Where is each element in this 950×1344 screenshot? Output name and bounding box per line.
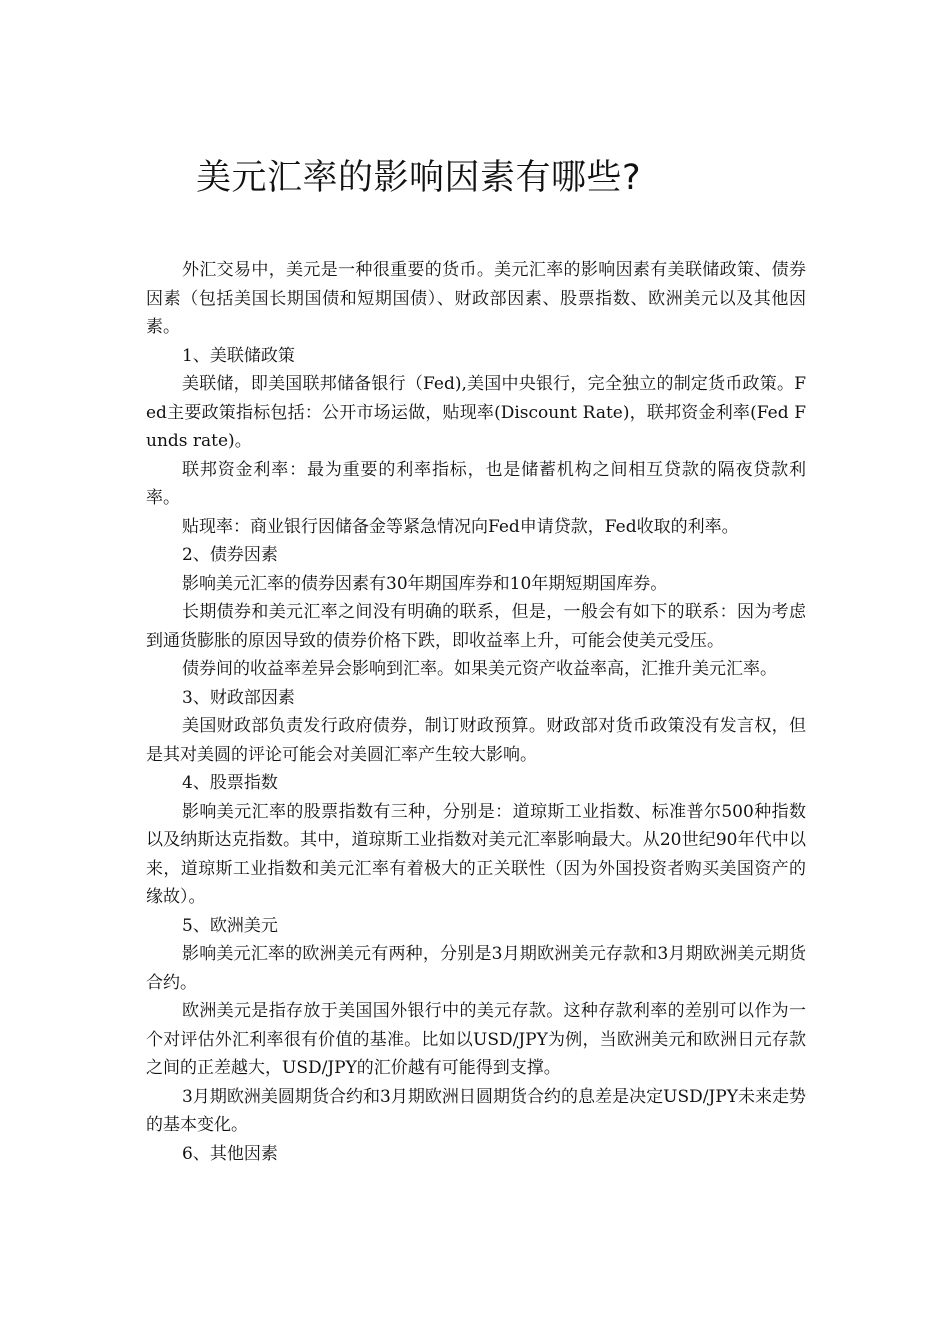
paragraph: 欧洲美元是指存放于美国国外银行中的美元存款。这种存款利率的差别可以作为一个对评估外汇利率很有价值的基准。比如以USD/JPY为例，当欧洲美元和欧洲日元存款之间的正差越大，USD/JPY的汇价越有可能得到支撑。 xyxy=(146,1001,806,1078)
section-heading: 3、财政部因素 xyxy=(182,687,295,708)
paragraph: 债券间的收益率差异会影响到汇率。如果美元资产收益率高，汇推升美元汇率。 xyxy=(182,659,777,679)
paragraph: 美国财政部负责发行政府债券，制订财政预算。财政部对货币政策没有发言权，但是其对美圆的评论可能会对美圆汇率产生较大影响。 xyxy=(146,716,806,765)
paragraph: 美联储，即美国联邦储备银行（Fed),美国中央银行，完全独立的制定货币政策。Fed主要政策指标包括：公开市场运做，贴现率(Discount Rate)，联邦资金利率(Fed Funds rate)。 xyxy=(146,374,806,451)
paragraph: 影响美元汇率的欧洲美元有两种，分别是3月期欧洲美元存款和3月期欧洲美元期货合约。 xyxy=(146,944,806,993)
paragraph: 3月期欧洲美圆期货合约和3月期欧洲日圆期货合约的息差是决定USD/JPY未来走势的基本变化。 xyxy=(146,1086,806,1135)
document-body xyxy=(146,256,806,1168)
paragraph: 影响美元汇率的股票指数有三种，分别是：道琼斯工业指数、标准普尔500种指数以及纳斯达克指数。其中，道琼斯工业指数对美元汇率影响最大。从20世纪90年代中以来，道琼斯工业指数和美元汇率有着极大的正关联性（因为外国投资者购买美国资产的缘故）。 xyxy=(146,801,806,907)
section-heading: 4、股票指数 xyxy=(182,773,278,793)
section-heading: 2、债券因素 xyxy=(182,545,278,565)
section-heading: 5、欧洲美元 xyxy=(182,915,278,936)
document-title: 美元汇率的影响因素有哪些? xyxy=(196,158,642,198)
paragraph: 影响美元汇率的债券因素有30年期国库券和10年期短期国库券。 xyxy=(182,573,668,594)
paragraph: 长期债券和美元汇率之间没有明确的联系，但是，一般会有如下的联系：因为考虑到通货膨胀的原因导致的债券价格下跌，即收益率上升，可能会使美元受压。 xyxy=(146,602,806,651)
section-heading: 6、其他因素 xyxy=(182,1143,278,1164)
section-heading: 1、美联储政策 xyxy=(182,345,295,366)
paragraph: 外汇交易中，美元是一种很重要的货币。美元汇率的影响因素有美联储政策、债券因素（包括美国长期国债和短期国债）、财政部因素、股票指数、欧洲美元以及其他因素。 xyxy=(146,260,806,337)
paragraph: 贴现率：商业银行因储备金等紧急情况向Fed申请贷款，Fed收取的利率。 xyxy=(182,516,739,537)
paragraph: 联邦资金利率：最为重要的利率指标，也是储蓄机构之间相互贷款的隔夜贷款利率。 xyxy=(146,459,806,508)
